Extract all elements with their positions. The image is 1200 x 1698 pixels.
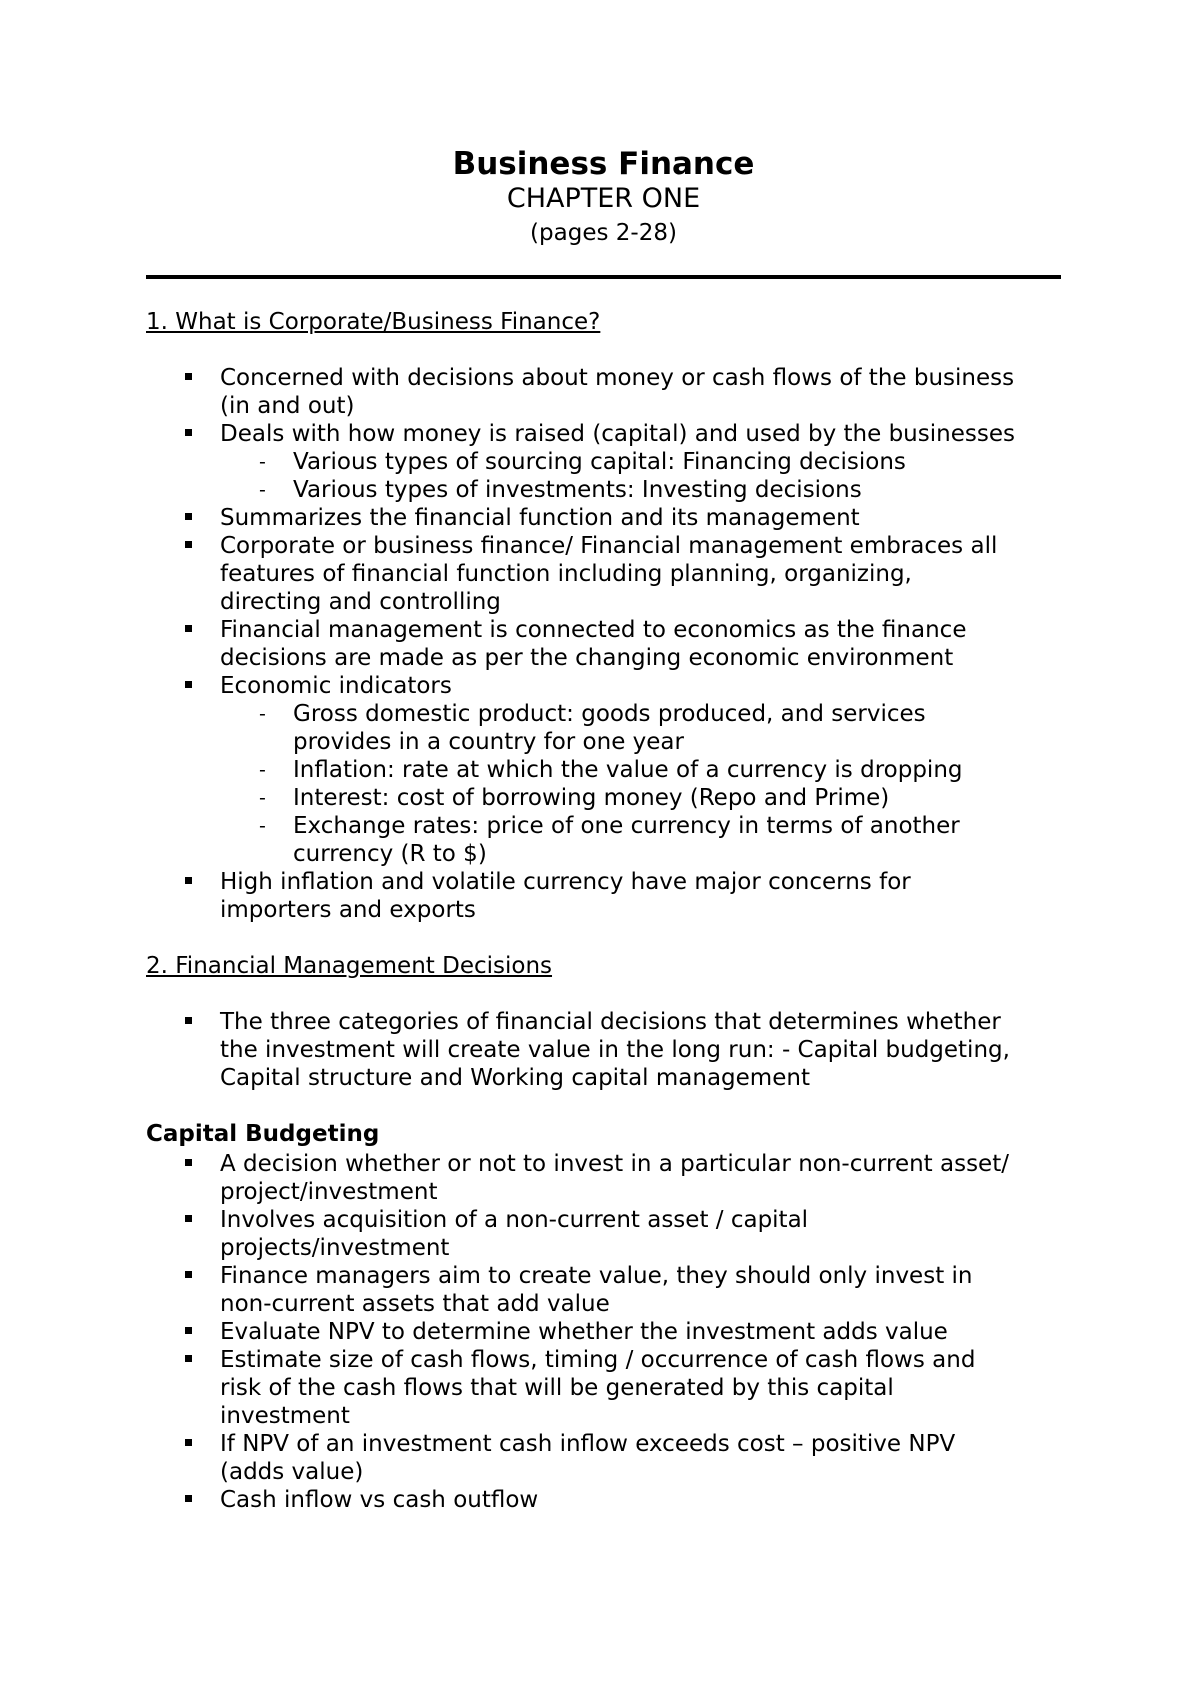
list-item-text: Cash inflow vs cash outflow	[220, 1487, 539, 1513]
list-item	[0, 1262, 1200, 1290]
list-item	[0, 1150, 1200, 1178]
sub-list-item	[0, 448, 1200, 476]
list-item-text-cont: non-current assets that add value	[220, 1291, 610, 1317]
sub-list-item	[0, 700, 1200, 728]
list-item-text-cont: directing and controlling	[220, 589, 501, 615]
sub-list-item-text-cont: provides in a country for one year	[293, 729, 684, 755]
square-bullet-icon	[185, 1017, 192, 1024]
section-1-heading: 1. What is Corporate/Business Finance?	[146, 309, 601, 335]
sub-list-item	[0, 476, 1200, 504]
square-bullet-icon	[185, 373, 192, 380]
dash-bullet-icon: -	[259, 759, 266, 781]
sub-list-item-text: Gross domestic product: goods produced, and services	[293, 701, 926, 727]
list-item-text: A decision whether or not to invest in a particular non-current asset/	[220, 1151, 1009, 1177]
list-item	[0, 672, 1200, 700]
list-item-text-cont: importers and exports	[220, 897, 476, 923]
sub-list-item-text: Interest: cost of borrowing money (Repo and Prime)	[293, 785, 890, 811]
dash-bullet-icon: -	[259, 451, 266, 473]
chapter-heading: CHAPTER ONE	[506, 183, 701, 214]
square-bullet-icon	[185, 429, 192, 436]
sub-list-item	[0, 756, 1200, 784]
list-item	[0, 1008, 1200, 1036]
section-2-heading: 2. Financial Management Decisions	[146, 953, 553, 979]
list-item-text-cont: project/investment	[220, 1179, 438, 1205]
list-item-text-cont: projects/investment	[220, 1235, 450, 1261]
square-bullet-icon	[185, 1327, 192, 1334]
list-item-text: Estimate size of cash flows, timing / occurrence of cash flows and	[220, 1347, 976, 1373]
list-item-text-cont: the investment will create value in the long run: - Capital budgeting,	[220, 1037, 1010, 1063]
list-item	[0, 504, 1200, 532]
list-item-text-cont: features of financial function including planning, organizing,	[220, 561, 912, 587]
list-item	[0, 532, 1200, 560]
list-item	[0, 1318, 1200, 1346]
list-item	[0, 1346, 1200, 1374]
sub-list-item-text-cont: currency (R to $)	[293, 841, 487, 867]
list-item	[0, 1430, 1200, 1458]
square-bullet-icon	[185, 1439, 192, 1446]
list-item-text: Finance managers aim to create value, they should only invest in	[220, 1263, 973, 1289]
horizontal-rule	[146, 275, 1061, 279]
list-item	[0, 616, 1200, 644]
list-item-text: Evaluate NPV to determine whether the investment adds value	[220, 1319, 948, 1345]
list-item-text-cont: risk of the cash flows that will be generated by this capital	[220, 1375, 894, 1401]
square-bullet-icon	[185, 1271, 192, 1278]
dash-bullet-icon: -	[259, 703, 266, 725]
square-bullet-icon	[185, 1159, 192, 1166]
list-item-text-cont: Capital structure and Working capital management	[220, 1065, 810, 1091]
list-item-text-cont: (in and out)	[220, 393, 355, 419]
list-item-text: High inflation and volatile currency have major concerns for	[220, 869, 911, 895]
list-item-text-cont: decisions are made as per the changing economic environment	[220, 645, 954, 671]
list-item-text: Economic indicators	[220, 673, 452, 699]
dash-bullet-icon: -	[259, 815, 266, 837]
square-bullet-icon	[185, 1355, 192, 1362]
square-bullet-icon	[185, 513, 192, 520]
list-item-text: The three categories of financial decisions that determines whether	[220, 1009, 1001, 1035]
list-item	[0, 364, 1200, 392]
list-item-text-cont: (adds value)	[220, 1459, 364, 1485]
square-bullet-icon	[185, 1215, 192, 1222]
dash-bullet-icon: -	[259, 787, 266, 809]
page-range: (pages 2-28)	[530, 220, 677, 246]
list-item-text: Financial management is connected to economics as the finance	[220, 617, 967, 643]
sub-list-item	[0, 784, 1200, 812]
document-title: Business Finance	[452, 146, 755, 182]
square-bullet-icon	[185, 877, 192, 884]
list-item	[0, 868, 1200, 896]
sub-list-item-text: Inflation: rate at which the value of a currency is dropping	[293, 757, 963, 783]
list-item-text: Involves acquisition of a non-current asset / capital	[220, 1207, 809, 1233]
list-item-text: Corporate or business finance/ Financial management embraces all	[220, 533, 998, 559]
sub-list-item-text: Various types of investments: Investing decisions	[293, 477, 862, 503]
sub-list-item-text: Exchange rates: price of one currency in terms of another	[293, 813, 960, 839]
sub-list-item-text: Various types of sourcing capital: Financing decisions	[293, 449, 906, 475]
list-item-text: If NPV of an investment cash inflow exceeds cost – positive NPV	[220, 1431, 956, 1457]
list-item-text: Deals with how money is raised (capital) and used by the businesses	[220, 421, 1015, 447]
list-item	[0, 1486, 1200, 1514]
sub-list-item	[0, 812, 1200, 840]
list-item-text: Summarizes the financial function and its management	[220, 505, 860, 531]
square-bullet-icon	[185, 541, 192, 548]
square-bullet-icon	[185, 681, 192, 688]
list-item	[0, 420, 1200, 448]
list-item-text-cont: investment	[220, 1403, 350, 1429]
list-item	[0, 1206, 1200, 1234]
dash-bullet-icon: -	[259, 479, 266, 501]
square-bullet-icon	[185, 625, 192, 632]
square-bullet-icon	[185, 1495, 192, 1502]
list-item-text: Concerned with decisions about money or cash flows of the business	[220, 365, 1015, 391]
capital-budgeting-heading: Capital Budgeting	[146, 1121, 380, 1147]
